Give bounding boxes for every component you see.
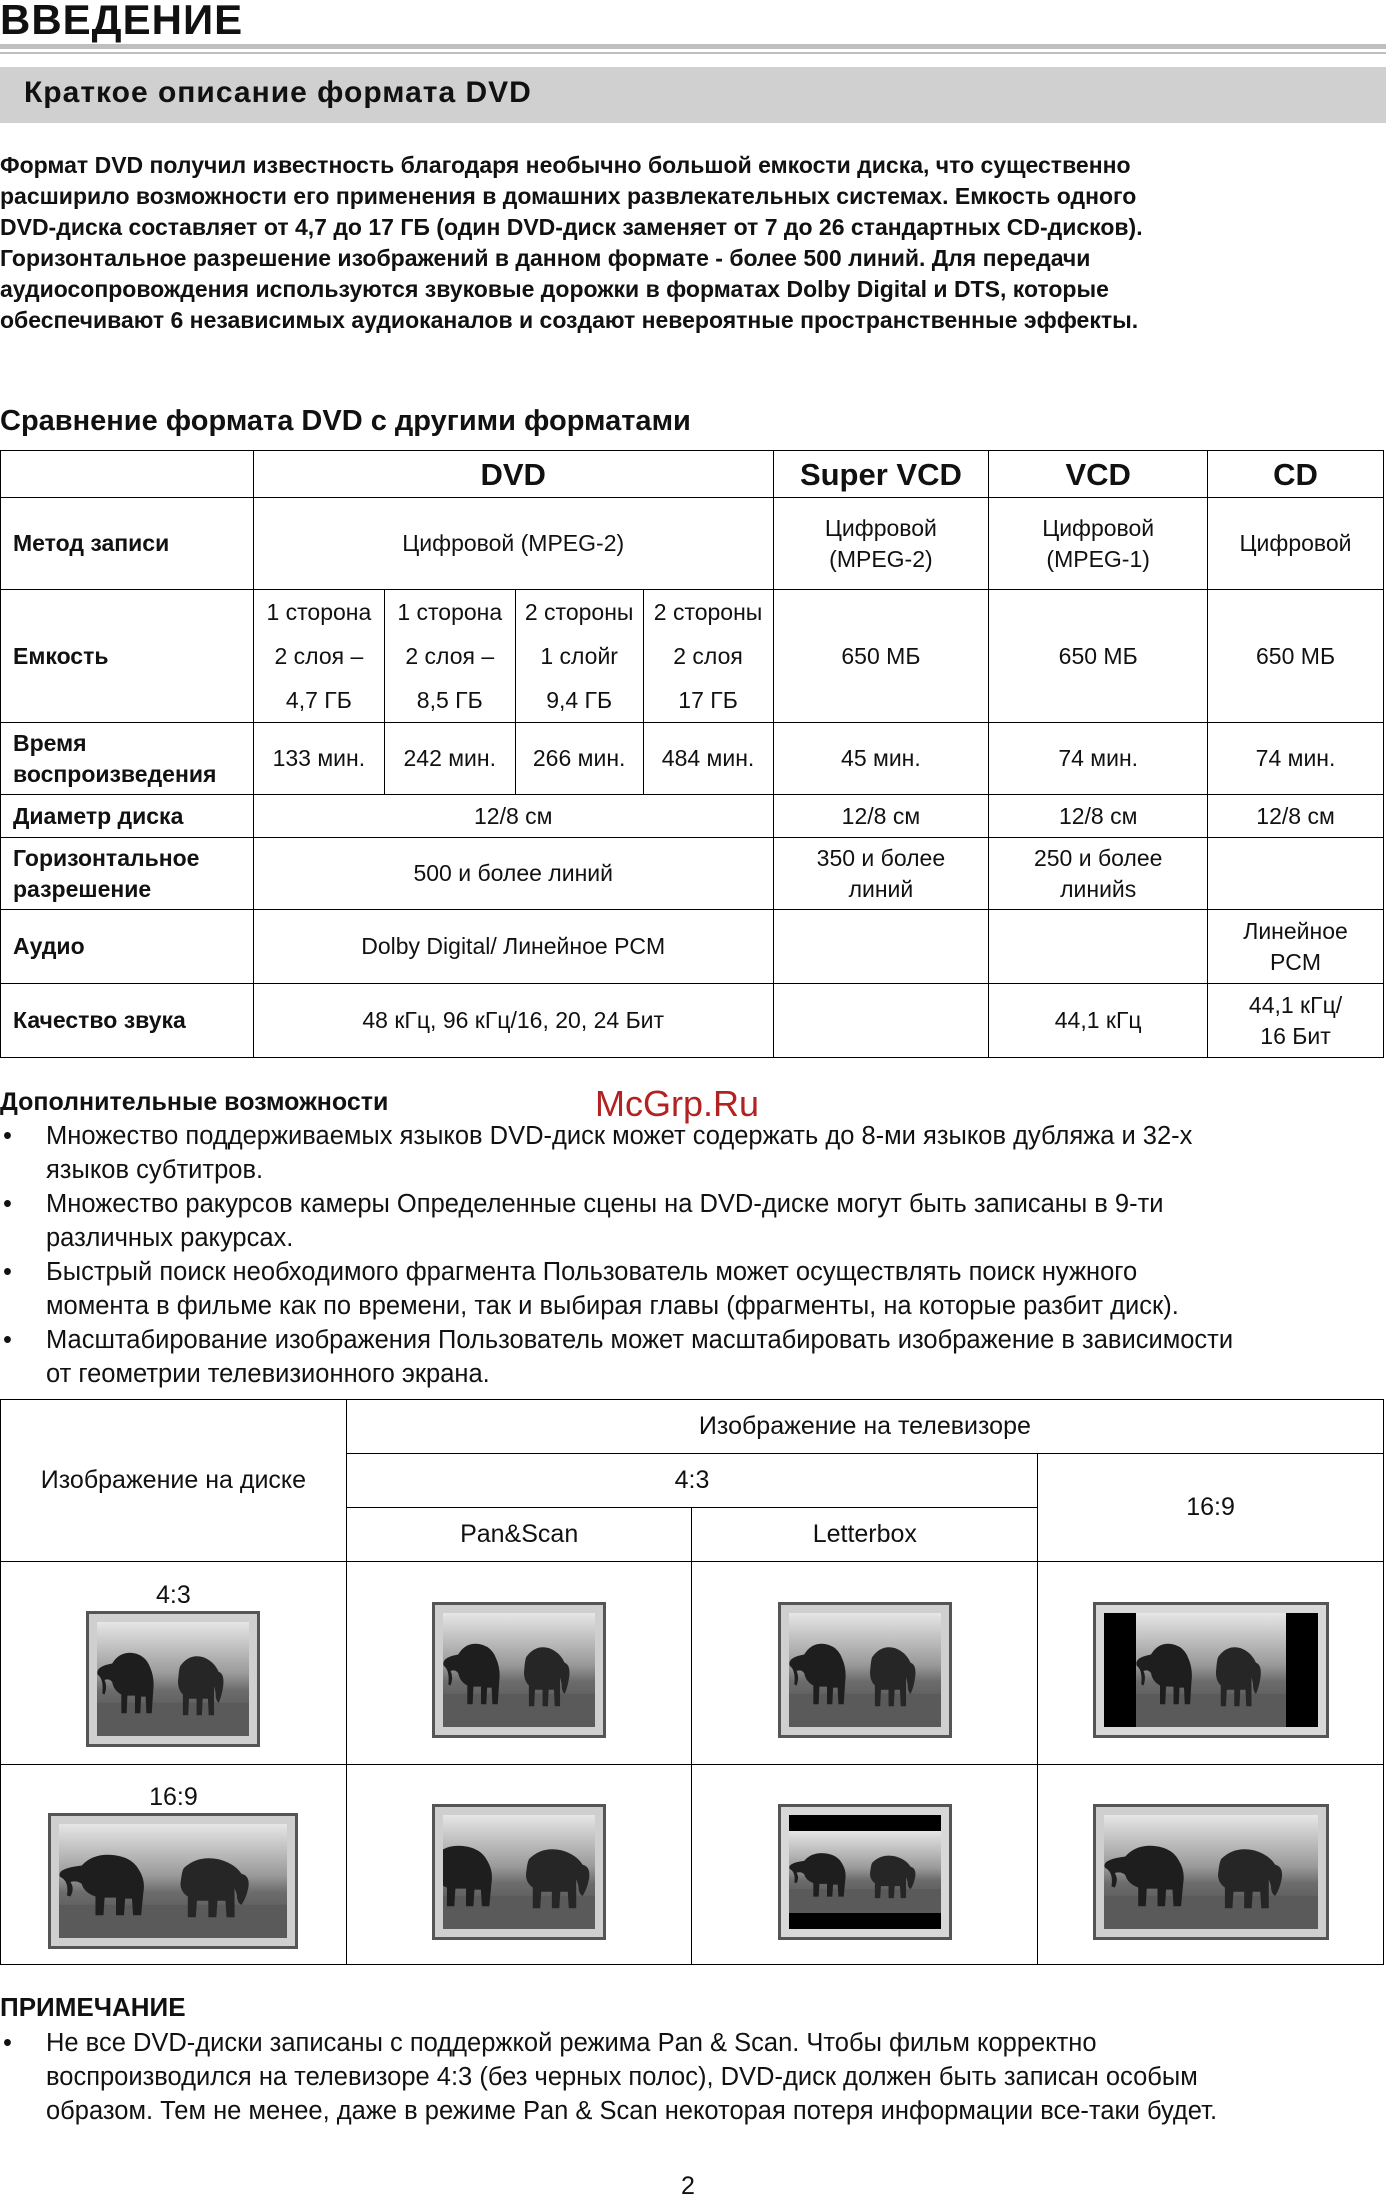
table-row-audio xyxy=(1,910,1384,984)
cell-vcd-recording: Цифровой (MPEG-1) xyxy=(989,498,1208,590)
disc-169-label: 16:9 xyxy=(149,1782,198,1811)
table-row-sound-quality xyxy=(1,984,1384,1058)
row-label-playtime: Время воспроизведения xyxy=(1,723,254,795)
header-vcd: VCD xyxy=(989,451,1208,498)
cell-dvd-recording: Цифровой (MPEG-2) xyxy=(253,498,773,590)
display-modes-table xyxy=(0,1399,1384,1965)
tv-frame-wide-icon xyxy=(1093,1804,1329,1940)
cell-svcd-diameter: 12/8 см xyxy=(773,795,989,838)
table-header-row xyxy=(1,451,1384,498)
table-row xyxy=(1,1562,1384,1765)
tv-frame-wide-icon xyxy=(48,1813,298,1949)
elephant-image-cropped xyxy=(443,1815,595,1929)
cell-dvd-capacity: 1 сторона 2 слоя – 8,5 ГБ xyxy=(384,590,515,723)
cell-cd-capacity: 650 МБ xyxy=(1208,590,1384,723)
watermark-logo: McGrp.Ru xyxy=(595,1083,760,1124)
note-title: ПРИМЕЧАНИЕ xyxy=(0,1992,186,2022)
intro-line: DVD-диска составляет от 4,7 до 17 ГБ (один DVD-диск заменяет от 7 до 26 стандартных CD-дисков). xyxy=(0,214,1143,240)
header-dvd: DVD xyxy=(253,451,773,498)
list-item: • Быстрый поиск необходимого фрагмента Пользователь может осуществлять поиск нужного момента в фильме как по времени, так и выбирая главы (фрагменты, на которые разбит диск). xyxy=(0,1255,1386,1323)
intro-paragraph xyxy=(0,150,1375,336)
cell-vcd-sound-quality: 44,1 кГц xyxy=(989,984,1208,1058)
tv43-panscan-cell xyxy=(346,1562,692,1765)
elephant-image xyxy=(97,1622,249,1736)
tv-frame-wide-icon xyxy=(1093,1602,1329,1738)
comparison-title: Сравнение формата DVD с другими форматами xyxy=(0,405,691,437)
cell-dvd-diameter: 12/8 см xyxy=(253,795,773,838)
table-row-diameter xyxy=(1,795,1384,838)
extras-title: Дополнительные возможности xyxy=(0,1088,389,1116)
tv-frame-icon xyxy=(86,1611,260,1747)
disc-43-cell xyxy=(1,1562,347,1765)
cell-vcd-capacity: 650 МБ xyxy=(989,590,1208,723)
disc-image-header: Изображение на диске xyxy=(1,1400,347,1562)
tv-frame-icon xyxy=(432,1602,606,1738)
table-row-resolution xyxy=(1,838,1384,910)
intro-line: Горизонтальное разрешение изображений в данном формате - более 500 линий. Для передачи xyxy=(0,245,1091,271)
title-rule xyxy=(0,44,1386,49)
table-row xyxy=(1,1765,1384,1965)
pan-scan-header: Pan&Scan xyxy=(346,1508,692,1562)
elephant-image xyxy=(789,1613,941,1727)
table-row-capacity xyxy=(1,590,1384,723)
format-comparison-table xyxy=(0,450,1384,1058)
section-heading-band xyxy=(0,67,1386,123)
cell-vcd-playtime: 74 мин. xyxy=(989,723,1208,795)
row-label-resolution: Горизонтальное разрешение xyxy=(1,838,254,910)
cell-svcd-recording: Цифровой (MPEG-2) xyxy=(773,498,989,590)
cell-cd-audio: Линейное PCM xyxy=(1208,910,1384,984)
intro-line: аудиосопровождения используются звуковые дорожки в форматах Dolby Digital и DTS, которые xyxy=(0,276,1109,302)
intro-line: расширило возможности его применения в домашних развлекательных системах. Емкость одного xyxy=(0,183,1137,209)
table-row-playtime xyxy=(1,723,1384,795)
cell-dvd-capacity: 2 стороны 2 слоя 17 ГБ xyxy=(643,590,773,723)
row-label-audio: Аудио xyxy=(1,910,254,984)
tv43-letterbox-cell xyxy=(692,1765,1038,1965)
tv-frame-icon xyxy=(778,1602,952,1738)
tv169-cell xyxy=(1038,1765,1384,1965)
tv43-letterbox-cell xyxy=(692,1562,1038,1765)
header-cd: CD xyxy=(1208,451,1384,498)
letterbox-header: Letterbox xyxy=(692,1508,1038,1562)
tv-ratio-43-header: 4:3 xyxy=(346,1454,1037,1508)
cell-cd-sound-quality: 44,1 кГц/ 16 Бит xyxy=(1208,984,1384,1058)
list-item: • Множество ракурсов камеры Определенные сцены на DVD-диске могут быть записаны в 9-ти различных ракурсах. xyxy=(0,1187,1386,1255)
header-super-vcd: Super VCD xyxy=(773,451,989,498)
row-label-sound-quality: Качество звука xyxy=(1,984,254,1058)
cell-dvd-capacity: 1 сторона 2 слоя – 4,7 ГБ xyxy=(253,590,384,723)
tv-frame-icon xyxy=(432,1804,606,1940)
cell-dvd-audio: Dolby Digital/ Линейное PCM xyxy=(253,910,773,984)
cell-svcd-playtime: 45 мин. xyxy=(773,723,989,795)
disc-169-cell xyxy=(1,1765,347,1965)
list-item: • Масштабирование изображения Пользователь может масштабировать изображение в зависимости от геометрии телевизионного экрана. xyxy=(0,1323,1386,1391)
row-label-recording: Метод записи xyxy=(1,498,254,590)
cell-cd-playtime: 74 мин. xyxy=(1208,723,1384,795)
cell-dvd-playtime: 133 мин. xyxy=(253,723,384,795)
cell-svcd-audio xyxy=(773,910,989,984)
cell-cd-recording: Цифровой xyxy=(1208,498,1384,590)
title-rule-thin xyxy=(0,52,1386,54)
cell-dvd-playtime: 484 мин. xyxy=(643,723,773,795)
tv169-cell xyxy=(1038,1562,1384,1765)
table-row-recording xyxy=(1,498,1384,590)
section-title: Краткое описание формата DVD xyxy=(24,76,532,109)
cell-vcd-diameter: 12/8 см xyxy=(989,795,1208,838)
page-title: ВВЕДЕНИЕ xyxy=(0,0,244,43)
cell-svcd-resolution: 350 и более линий xyxy=(773,838,989,910)
tv-image-header: Изображение на телевизоре xyxy=(346,1400,1383,1454)
disc-43-label: 4:3 xyxy=(156,1581,191,1609)
row-label-capacity: Емкость xyxy=(1,590,254,723)
elephant-image xyxy=(59,1824,287,1938)
cell-dvd-resolution: 500 и более линий xyxy=(253,838,773,910)
list-item: • Множество поддерживаемых языков DVD-диск может содержать до 8-ми языков дубляжа и 32-х языков субтитров. xyxy=(0,1119,1386,1187)
elephant-image-letterbox xyxy=(789,1815,941,1929)
page-number: 2 xyxy=(681,2172,695,2200)
list-item: • Не все DVD-диски записаны с поддержкой режима Pan & Scan. Чтобы фильм корректно воспроизводился на телевизоре 4:3 (без черных полос), DVD-диск должен быть записан особым образом. Тем не менее, даже в режиме Pan & Scan некоторая потеря информации все-таки будет. xyxy=(0,2026,1386,2128)
intro-line: обеспечивают 6 независимых аудиоканалов и создают невероятные пространственные эффекты. xyxy=(0,307,1139,333)
extras-list xyxy=(0,1119,1386,1391)
elephant-image xyxy=(443,1613,595,1727)
tv-ratio-169-header: 16:9 xyxy=(1038,1454,1384,1562)
intro-line: Формат DVD получил известность благодаря необычно большой емкости диска, что существенно xyxy=(0,152,1131,178)
tv43-panscan-cell xyxy=(346,1765,692,1965)
cell-dvd-capacity: 2 стороны 1 слойr 9,4 ГБ xyxy=(515,590,643,723)
row-label-diameter: Диаметр диска xyxy=(1,795,254,838)
cell-vcd-resolution: 250 и более линийs xyxy=(989,838,1208,910)
cell-cd-diameter: 12/8 см xyxy=(1208,795,1384,838)
cell-dvd-sound-quality: 48 кГц, 96 кГц/16, 20, 24 Бит xyxy=(253,984,773,1058)
cell-svcd-capacity: 650 МБ xyxy=(773,590,989,723)
cell-vcd-audio xyxy=(989,910,1208,984)
cell-cd-resolution xyxy=(1208,838,1384,910)
elephant-image xyxy=(1104,1815,1318,1929)
header-empty-cell xyxy=(1,451,254,498)
cell-svcd-sound-quality xyxy=(773,984,989,1058)
elephant-image-pillarbox xyxy=(1104,1613,1318,1727)
cell-dvd-playtime: 266 мин. xyxy=(515,723,643,795)
note-list xyxy=(0,2026,1386,2128)
cell-dvd-playtime: 242 мин. xyxy=(384,723,515,795)
tv-frame-icon xyxy=(778,1804,952,1940)
